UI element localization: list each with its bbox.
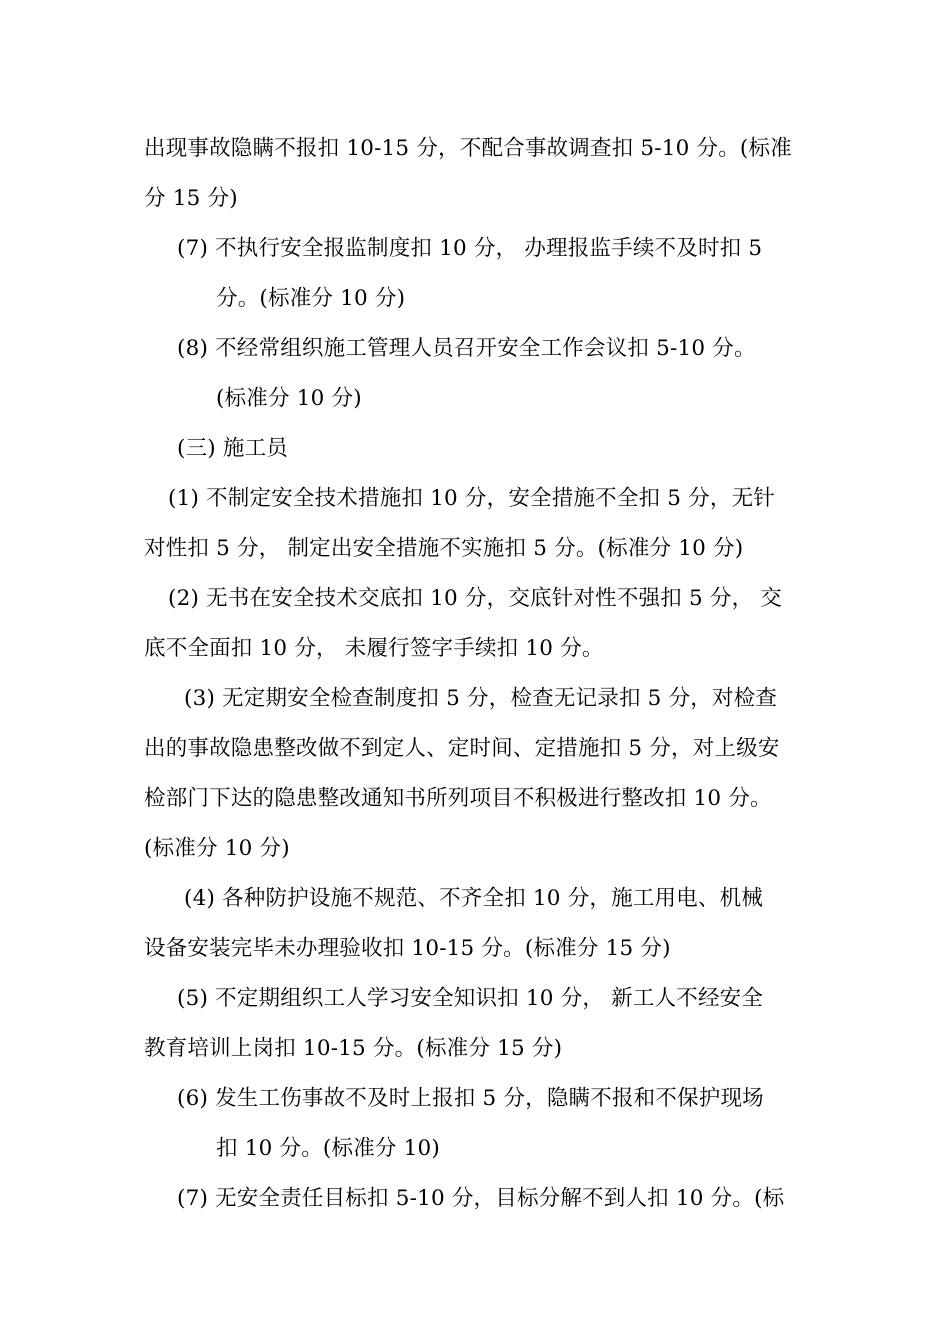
text-line: (3) 无定期安全检查制度扣 5 分，检查无记录扣 5 分，对检查 <box>184 686 778 711</box>
section-heading: (三) 施工员 <box>177 436 289 461</box>
text-line: (1) 不制定安全技术措施扣 10 分，安全措施不全扣 5 分，无针 <box>168 486 775 511</box>
text-line: (标准分 10 分) <box>144 836 290 861</box>
text-line: (5) 不定期组织工人学习安全知识扣 10 分， 新工人不经安全 <box>177 986 764 1011</box>
text-line: (标准分 10 分) <box>216 386 362 411</box>
text-line: 对性扣 5 分， 制定出安全措施不实施扣 5 分。(标准分 10 分) <box>144 536 744 561</box>
text-line: (6) 发生工伤事故不及时上报扣 5 分，隐瞒不报和不保护现场 <box>177 1086 764 1111</box>
text-line: 分 15 分) <box>144 186 238 211</box>
text-line: 扣 10 分。(标准分 10) <box>216 1136 440 1161</box>
text-line: 出现事故隐瞒不报扣 10-15 分，不配合事故调查扣 5-10 分。(标准 <box>144 136 792 161</box>
text-line: 教育培训上岗扣 10-15 分。(标准分 15 分) <box>144 1036 563 1061</box>
text-line: (7) 无安全责任目标扣 5-10 分，目标分解不到人扣 10 分。(标 <box>177 1186 785 1211</box>
text-line: 分。(标准分 10 分) <box>216 286 406 311</box>
text-line: (2) 无书在安全技术交底扣 10 分，交底针对性不强扣 5 分， 交 <box>168 586 782 611</box>
text-line: 出的事故隐患整改做不到定人、定时间、定措施扣 5 分，对上级安 <box>144 736 780 761</box>
text-line: (8) 不经常组织施工管理人员召开安全工作会议扣 5-10 分。 <box>177 336 756 361</box>
text-line: 检部门下达的隐患整改通知书所列项目不积极进行整改扣 10 分。 <box>144 786 772 811</box>
text-line: (4) 各种防护设施不规范、不齐全扣 10 分，施工用电、机械 <box>184 886 764 911</box>
text-line: 设备安装完毕未办理验收扣 10-15 分。(标准分 15 分) <box>144 936 671 961</box>
text-line: 底不全面扣 10 分， 未履行签字手续扣 10 分。 <box>144 636 604 661</box>
text-line: (7) 不执行安全报监制度扣 10 分， 办理报监手续不及时扣 5 <box>177 236 763 261</box>
